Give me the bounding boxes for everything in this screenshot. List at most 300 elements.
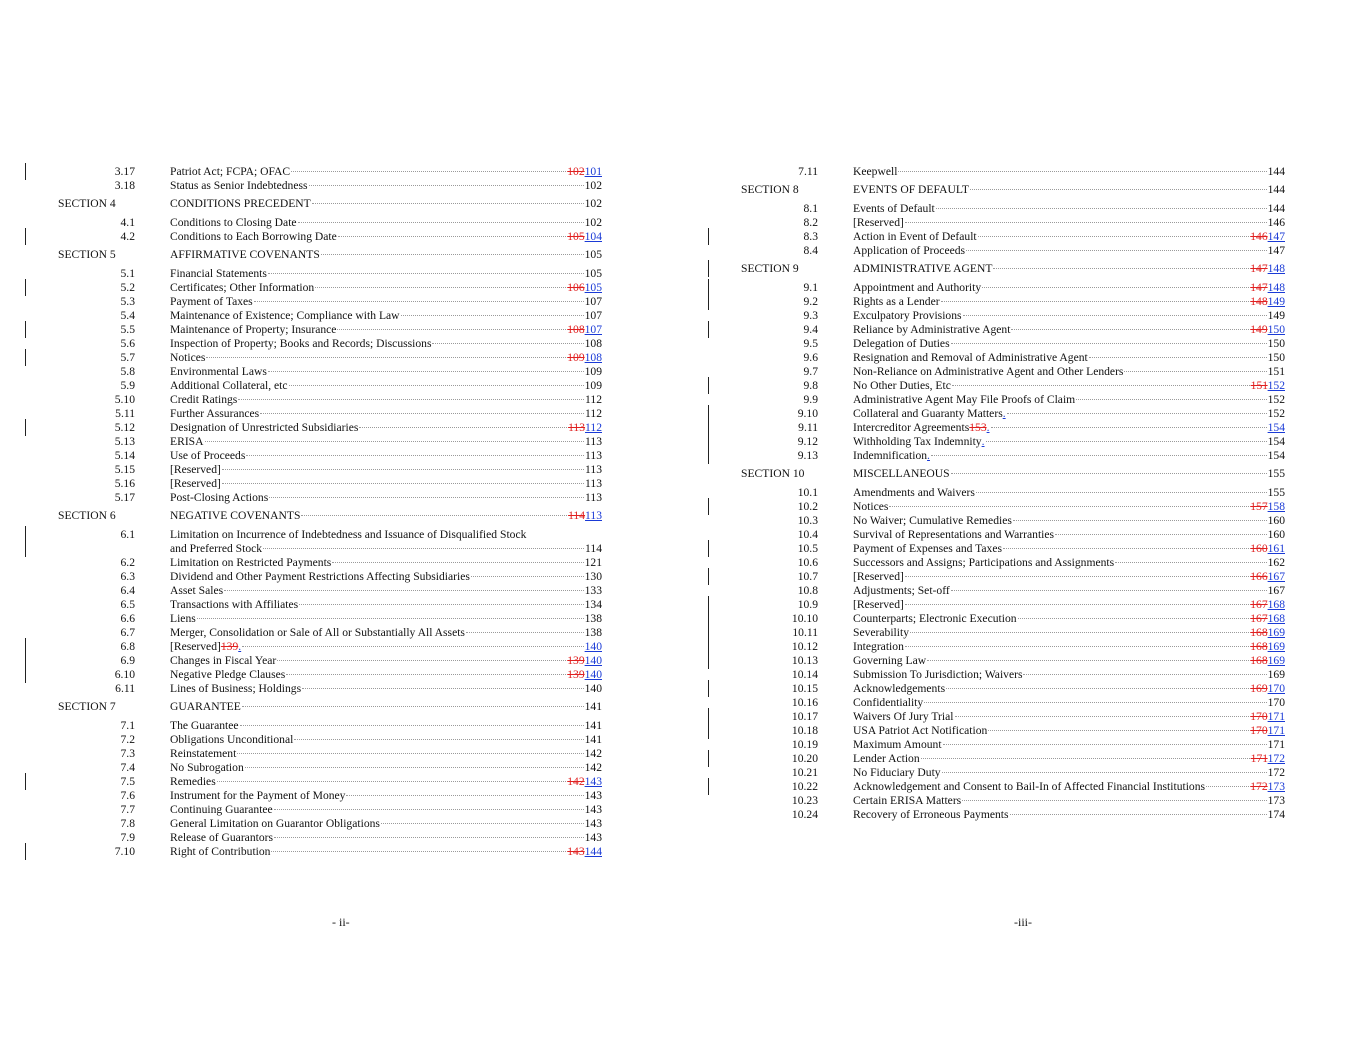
inserted-page-number[interactable]: 167 (1267, 570, 1285, 583)
toc-page-number[interactable] (585, 491, 602, 505)
toc-entry-row[interactable] (22, 267, 607, 281)
toc-page-number[interactable] (585, 682, 602, 696)
toc-page-number[interactable] (585, 789, 602, 803)
toc-page-number[interactable] (585, 747, 602, 761)
toc-entry-title[interactable]: NEGATIVE COVENANTS (170, 509, 301, 522)
toc-entry-row[interactable] (22, 570, 607, 584)
toc-page-number[interactable] (585, 179, 602, 193)
toc-page-number[interactable] (568, 421, 602, 435)
toc-entry-title[interactable]: Additional Collateral, etc (170, 379, 288, 392)
toc-page-number[interactable] (568, 509, 602, 523)
toc-entry-title[interactable]: CONDITIONS PRECEDENT (170, 197, 311, 210)
toc-entry-row[interactable] (705, 309, 1290, 323)
inserted-page-number[interactable]: 107 (584, 323, 602, 336)
toc-entry-row[interactable] (22, 216, 607, 230)
toc-entry-row[interactable] (705, 216, 1290, 230)
toc-page-number[interactable] (567, 323, 602, 337)
toc-page-number[interactable] (585, 640, 602, 654)
toc-entry-row[interactable] (705, 230, 1290, 244)
toc-entry-row[interactable] (22, 556, 607, 570)
toc-entry-title[interactable]: Financial Statements (170, 267, 267, 280)
toc-entry-row[interactable] (705, 738, 1290, 752)
toc-entry-row[interactable] (22, 719, 607, 733)
inserted-page-number[interactable]: 154 (1267, 421, 1285, 434)
toc-entry-row[interactable] (22, 323, 607, 337)
toc-entry-title[interactable]: ERISA (170, 435, 204, 448)
toc-entry-row[interactable] (22, 449, 607, 463)
toc-entry-title[interactable]: Adjustments; Set-off (853, 584, 950, 597)
toc-entry-title[interactable]: Submission To Jurisdiction; Waivers (853, 668, 1023, 681)
toc-entry-title[interactable]: Amendments and Waivers (853, 486, 975, 499)
toc-page-number[interactable] (1268, 668, 1285, 682)
toc-entry-row[interactable] (22, 733, 607, 747)
toc-entry-row[interactable] (705, 710, 1290, 724)
toc-entry-title[interactable]: Limitation on Incurrence of Indebtedness and Issuance of Disqualified Stock (170, 528, 527, 541)
inserted-page-number[interactable]: 108 (584, 351, 602, 364)
inserted-page-number[interactable]: 143 (584, 775, 602, 788)
toc-entry-row[interactable] (705, 584, 1290, 598)
toc-entry-row[interactable] (22, 351, 607, 365)
toc-entry-row[interactable] (705, 165, 1290, 179)
toc-entry-row[interactable] (705, 570, 1290, 584)
toc-page-number[interactable] (1250, 612, 1285, 626)
toc-page-number[interactable] (585, 449, 602, 463)
toc-entry-title[interactable]: Successors and Assigns; Participations and Assignments (853, 556, 1115, 569)
toc-entry-row[interactable] (22, 817, 607, 831)
toc-entry-row[interactable] (22, 598, 607, 612)
toc-entry-title[interactable]: Credit Ratings (170, 393, 238, 406)
toc-page-number[interactable] (585, 379, 602, 393)
toc-entry-row[interactable] (22, 845, 607, 859)
toc-section-row[interactable] (705, 467, 1290, 481)
toc-entry-row[interactable] (22, 230, 607, 244)
toc-entry-title[interactable]: Indemnification (853, 449, 928, 462)
toc-entry-row[interactable] (705, 323, 1290, 337)
toc-page-number[interactable] (1250, 598, 1285, 612)
toc-entry-title[interactable]: Transactions with Affiliates (170, 598, 299, 611)
toc-entry-row[interactable] (22, 789, 607, 803)
toc-page-number[interactable] (1268, 309, 1285, 323)
inserted-page-number[interactable]: 150 (1267, 323, 1285, 336)
toc-page-number[interactable] (585, 216, 602, 230)
toc-entry-title[interactable]: Appointment and Authority (853, 281, 982, 294)
toc-entry-row[interactable] (22, 626, 607, 640)
toc-page-number[interactable] (1250, 262, 1285, 276)
toc-entry-row[interactable] (705, 668, 1290, 682)
toc-section-row[interactable] (22, 197, 607, 211)
toc-entry-row[interactable] (22, 421, 607, 435)
toc-entry-row[interactable] (705, 449, 1290, 463)
toc-entry-title[interactable]: Instrument for the Payment of Money (170, 789, 346, 802)
toc-page-number[interactable] (1250, 710, 1285, 724)
toc-page-number[interactable] (567, 230, 602, 244)
toc-entry-title[interactable]: Integration (853, 640, 904, 653)
toc-entry-title[interactable]: Merger, Consolidation or Sale of All or Substantially All Assets (170, 626, 465, 639)
toc-entry-row[interactable] (705, 794, 1290, 808)
toc-entry-title[interactable]: Counterparts; Electronic Execution (853, 612, 1017, 625)
toc-page-number[interactable] (567, 845, 602, 859)
toc-page-number[interactable] (1250, 626, 1285, 640)
toc-entry-row[interactable] (22, 640, 607, 654)
toc-page-number[interactable] (585, 733, 602, 747)
toc-entry-title[interactable]: No Waiver; Cumulative Remedies (853, 514, 1012, 527)
toc-entry-title[interactable]: Acknowledgement and Consent to Bail-In of Affected Financial Institutions (853, 780, 1206, 793)
toc-entry-title[interactable]: Survival of Representations and Warranties (853, 528, 1055, 541)
toc-entry-row[interactable] (22, 654, 607, 668)
toc-page-number[interactable] (585, 584, 602, 598)
inserted-page-number[interactable]: 169 (1267, 640, 1285, 653)
toc-page-number[interactable] (1250, 654, 1285, 668)
toc-entry-row[interactable] (22, 528, 607, 542)
toc-entry-row[interactable] (705, 612, 1290, 626)
toc-entry-title[interactable]: Release of Guarantors (170, 831, 274, 844)
toc-entry-title[interactable]: Changes in Fiscal Year (170, 654, 277, 667)
toc-page-number[interactable] (585, 407, 602, 421)
toc-page-number[interactable] (1251, 752, 1285, 766)
toc-entry-row[interactable] (22, 407, 607, 421)
toc-entry-title[interactable]: EVENTS OF DEFAULT (853, 183, 969, 196)
toc-page-number[interactable] (585, 570, 602, 584)
toc-entry-row[interactable] (705, 202, 1290, 216)
toc-page-number[interactable] (1268, 393, 1285, 407)
toc-page-number[interactable] (1250, 500, 1285, 514)
toc-entry-title[interactable]: [Reserved] (853, 570, 904, 583)
toc-entry-title[interactable]: Exculpatory Provisions (853, 309, 962, 322)
toc-entry-row[interactable] (22, 761, 607, 775)
inserted-page-number[interactable]: 140 (584, 640, 602, 653)
toc-entry-title[interactable]: USA Patriot Act Notification (853, 724, 988, 737)
toc-page-number[interactable] (567, 281, 602, 295)
toc-entry-title[interactable]: Delegation of Duties (853, 337, 950, 350)
toc-entry-row[interactable] (22, 165, 607, 179)
inserted-page-number[interactable]: 101 (584, 165, 602, 178)
toc-entry-title[interactable]: General Limitation on Guarantor Obligations (170, 817, 380, 830)
toc-page-number[interactable] (567, 668, 602, 682)
toc-entry-title[interactable]: Lines of Business; Holdings (170, 682, 302, 695)
toc-entry-title[interactable]: Right of Contribution (170, 845, 271, 858)
toc-entry-title[interactable]: Lender Action (853, 752, 920, 765)
toc-entry-row[interactable] (22, 295, 607, 309)
toc-entry-row[interactable] (22, 379, 607, 393)
toc-section-row[interactable] (705, 262, 1290, 276)
toc-page-number[interactable] (585, 612, 602, 626)
toc-entry-title[interactable]: Conditions to Closing Date (170, 216, 297, 229)
toc-entry-row[interactable] (22, 463, 607, 477)
toc-entry-title[interactable]: Collateral and Guaranty Matters (853, 407, 1003, 420)
toc-entry-row[interactable] (705, 626, 1290, 640)
toc-entry-title[interactable]: Further Assurances (170, 407, 260, 420)
toc-entry-title[interactable]: Rights as a Lender (853, 295, 940, 308)
toc-page-number[interactable] (585, 295, 602, 309)
toc-page-number[interactable] (585, 556, 602, 570)
toc-entry-row[interactable] (22, 775, 607, 789)
toc-page-number[interactable] (585, 267, 602, 281)
toc-entry-title[interactable]: Severability (853, 626, 910, 639)
toc-entry-title[interactable]: Status as Senior Indebtedness (170, 179, 308, 192)
toc-page-number[interactable] (585, 598, 602, 612)
toc-entry-row[interactable] (705, 780, 1290, 794)
toc-entry-title[interactable]: Notices (853, 500, 889, 513)
inserted-page-number[interactable]: 169 (1267, 626, 1285, 639)
toc-entry-title[interactable]: Action in Event of Default (853, 230, 977, 243)
toc-entry-title[interactable]: [Reserved] (170, 463, 221, 476)
toc-page-number[interactable] (585, 248, 602, 262)
toc-entry-row[interactable] (22, 435, 607, 449)
toc-page-number[interactable] (1250, 682, 1285, 696)
toc-entry-row[interactable] (705, 808, 1290, 822)
toc-entry-row[interactable] (705, 514, 1290, 528)
inserted-page-number[interactable]: 144 (584, 845, 602, 858)
toc-entry-row[interactable] (705, 407, 1290, 421)
toc-entry-title[interactable]: No Other Duties, Etc (853, 379, 951, 392)
toc-entry-title[interactable]: Non-Reliance on Administrative Agent and Other Lenders (853, 365, 1124, 378)
inserted-page-number[interactable]: 170 (1267, 682, 1285, 695)
inserted-page-number[interactable]: 113 (585, 509, 602, 522)
toc-page-number[interactable] (1268, 216, 1285, 230)
toc-entry-title[interactable]: Governing Law (853, 654, 927, 667)
toc-entry-title[interactable]: Asset Sales (170, 584, 224, 597)
toc-entry-title[interactable]: Conditions to Each Borrowing Date (170, 230, 337, 243)
inserted-page-number[interactable]: 149 (1267, 295, 1285, 308)
toc-page-number[interactable] (585, 197, 602, 211)
toc-entry-title[interactable]: Notices (170, 351, 206, 364)
toc-entry-title[interactable]: Certain ERISA Matters (853, 794, 962, 807)
toc-entry-row[interactable] (22, 803, 607, 817)
toc-page-number[interactable] (567, 775, 602, 789)
toc-entry-row[interactable] (22, 179, 607, 193)
inserted-page-number[interactable]: 104 (584, 230, 602, 243)
toc-entry-title[interactable]: Continuing Guarantee (170, 803, 273, 816)
toc-page-number[interactable] (1268, 556, 1285, 570)
toc-page-number[interactable] (567, 351, 602, 365)
toc-entry-title[interactable]: Maintenance of Existence; Compliance with Law (170, 309, 400, 322)
inserted-page-number[interactable]: 148 (1267, 262, 1285, 275)
toc-entry-row[interactable] (705, 724, 1290, 738)
toc-page-number[interactable] (1268, 696, 1285, 710)
toc-page-number[interactable] (1268, 365, 1285, 379)
toc-page-number[interactable] (1250, 570, 1285, 584)
inserted-page-number[interactable]: 140 (584, 668, 602, 681)
toc-page-number[interactable] (585, 337, 602, 351)
toc-page-number[interactable] (585, 477, 602, 491)
toc-entry-title[interactable]: Remedies (170, 775, 216, 788)
toc-entry-row[interactable] (22, 831, 607, 845)
inserted-page-number[interactable]: 147 (1267, 230, 1285, 243)
inserted-page-number[interactable]: 148 (1267, 281, 1285, 294)
toc-page-number[interactable] (1268, 514, 1285, 528)
toc-page-number[interactable] (1268, 421, 1285, 435)
toc-entry-title[interactable]: Use of Proceeds (170, 449, 246, 462)
toc-entry-row[interactable] (22, 542, 607, 556)
toc-entry-title[interactable]: No Fiduciary Duty (853, 766, 941, 779)
toc-page-number[interactable] (1268, 467, 1285, 481)
toc-entry-row[interactable] (705, 379, 1290, 393)
toc-entry-title[interactable]: Patriot Act; FCPA; OFAC (170, 165, 291, 178)
toc-page-number[interactable] (1268, 584, 1285, 598)
toc-entry-row[interactable] (705, 393, 1290, 407)
toc-entry-title[interactable]: Designation of Unrestricted Subsidiaries (170, 421, 359, 434)
toc-entry-title[interactable]: Events of Default (853, 202, 935, 215)
toc-entry-title[interactable]: No Subrogation (170, 761, 244, 774)
toc-entry-title[interactable]: AFFIRMATIVE COVENANTS (170, 248, 320, 261)
toc-entry-title[interactable]: ADMINISTRATIVE AGENT (853, 262, 993, 275)
toc-entry-title[interactable]: [Reserved] (853, 598, 904, 611)
inserted-page-number[interactable]: 169 (1267, 654, 1285, 667)
toc-entry-row[interactable] (22, 477, 607, 491)
toc-entry-row[interactable] (705, 682, 1290, 696)
toc-entry-row[interactable] (22, 491, 607, 505)
toc-entry-title[interactable]: Keepwell (853, 165, 898, 178)
toc-entry-row[interactable] (705, 654, 1290, 668)
toc-entry-title[interactable]: Reliance by Administrative Agent (853, 323, 1011, 336)
toc-page-number[interactable] (585, 761, 602, 775)
toc-page-number[interactable] (585, 393, 602, 407)
toc-page-number[interactable] (1268, 244, 1285, 258)
toc-entry-title[interactable]: Acknowledgements (853, 682, 946, 695)
inserted-page-number[interactable]: 173 (1267, 780, 1285, 793)
toc-page-number[interactable] (585, 831, 602, 845)
toc-page-number[interactable] (1268, 766, 1285, 780)
toc-entry-row[interactable] (705, 351, 1290, 365)
toc-entry-row[interactable] (705, 365, 1290, 379)
toc-page-number[interactable] (585, 309, 602, 323)
toc-entry-title[interactable]: Maintenance of Property; Insurance (170, 323, 337, 336)
toc-entry-row[interactable] (22, 365, 607, 379)
toc-section-row[interactable] (705, 183, 1290, 197)
toc-page-number[interactable] (585, 435, 602, 449)
toc-entry-row[interactable] (705, 528, 1290, 542)
toc-entry-row[interactable] (705, 281, 1290, 295)
toc-page-number[interactable] (1268, 528, 1285, 542)
toc-entry-row[interactable] (22, 584, 607, 598)
toc-entry-row[interactable] (705, 640, 1290, 654)
toc-page-number[interactable] (585, 463, 602, 477)
toc-entry-title[interactable]: Obligations Unconditional (170, 733, 294, 746)
inserted-page-number[interactable]: 140 (584, 654, 602, 667)
toc-page-number[interactable] (1268, 808, 1285, 822)
toc-entry-row[interactable] (22, 682, 607, 696)
toc-entry-row[interactable] (705, 598, 1290, 612)
toc-entry-row[interactable] (705, 766, 1290, 780)
toc-entry-title[interactable]: [Reserved] (170, 640, 221, 653)
toc-entry-title[interactable]: Certificates; Other Information (170, 281, 315, 294)
toc-section-row[interactable] (22, 700, 607, 714)
toc-entry-row[interactable] (705, 435, 1290, 449)
toc-entry-row[interactable] (22, 668, 607, 682)
toc-entry-title[interactable]: Payment of Expenses and Taxes (853, 542, 1003, 555)
toc-section-row[interactable] (22, 248, 607, 262)
inserted-page-number[interactable]: 161 (1267, 542, 1285, 555)
toc-page-number[interactable] (1268, 486, 1285, 500)
toc-entry-title[interactable]: Negative Pledge Clauses (170, 668, 286, 681)
toc-entry-title[interactable]: Payment of Taxes (170, 295, 253, 308)
toc-entry-title[interactable]: Maximum Amount (853, 738, 942, 751)
toc-entry-title[interactable]: Dividend and Other Payment Restrictions Affecting Subsidiaries (170, 570, 470, 583)
toc-entry-row[interactable] (705, 556, 1290, 570)
toc-entry-title[interactable]: Waivers Of Jury Trial (853, 710, 954, 723)
toc-entry-title[interactable]: Administrative Agent May File Proofs of Claim (853, 393, 1076, 406)
toc-page-number[interactable] (567, 165, 602, 179)
toc-page-number[interactable] (1268, 183, 1285, 197)
toc-page-number[interactable] (1268, 407, 1285, 421)
toc-entry-row[interactable] (705, 421, 1290, 435)
toc-entry-title[interactable]: Recovery of Erroneous Payments (853, 808, 1009, 821)
toc-page-number[interactable] (567, 654, 602, 668)
toc-entry-row[interactable] (705, 696, 1290, 710)
toc-entry-row[interactable] (705, 752, 1290, 766)
inserted-page-number[interactable]: 168 (1267, 612, 1285, 625)
toc-page-number[interactable] (1250, 640, 1285, 654)
toc-entry-row[interactable] (22, 747, 607, 761)
toc-page-number[interactable] (585, 817, 602, 831)
toc-page-number[interactable] (1250, 724, 1285, 738)
inserted-page-number[interactable]: 171 (1267, 724, 1285, 737)
toc-page-number[interactable] (1250, 323, 1285, 337)
toc-page-number[interactable] (1268, 435, 1285, 449)
inserted-page-number[interactable]: 168 (1267, 598, 1285, 611)
toc-page-number[interactable] (585, 719, 602, 733)
toc-page-number[interactable] (1268, 449, 1285, 463)
inserted-page-number[interactable]: 152 (1267, 379, 1285, 392)
toc-entry-title[interactable]: Limitation on Restricted Payments (170, 556, 332, 569)
toc-entry-title[interactable]: [Reserved] (853, 216, 904, 229)
toc-entry-row[interactable] (705, 486, 1290, 500)
toc-entry-row[interactable] (705, 337, 1290, 351)
toc-entry-title[interactable]: [Reserved] (170, 477, 221, 490)
toc-entry-title[interactable]: Liens (170, 612, 196, 625)
toc-entry-title[interactable]: Intercreditor Agreements (853, 421, 970, 434)
toc-entry-title[interactable]: and Preferred Stock (170, 542, 263, 555)
toc-entry-row[interactable] (22, 337, 607, 351)
toc-entry-title[interactable]: Application of Proceeds (853, 244, 966, 257)
toc-entry-title[interactable]: Reinstatement (170, 747, 237, 760)
toc-page-number[interactable] (1268, 337, 1285, 351)
toc-entry-row[interactable] (22, 393, 607, 407)
toc-page-number[interactable] (1268, 738, 1285, 752)
toc-section-row[interactable] (22, 509, 607, 523)
toc-page-number[interactable] (585, 700, 602, 714)
inserted-page-number[interactable]: 112 (585, 421, 602, 434)
toc-entry-row[interactable] (22, 281, 607, 295)
toc-entry-title[interactable]: Withholding Tax Indemnity (853, 435, 982, 448)
toc-page-number[interactable] (585, 626, 602, 640)
toc-entry-title[interactable]: GUARANTEE (170, 700, 241, 713)
inserted-page-number[interactable]: 158 (1267, 500, 1285, 513)
toc-page-number[interactable] (1268, 351, 1285, 365)
toc-page-number[interactable] (1250, 780, 1285, 794)
toc-page-number[interactable] (585, 542, 602, 556)
toc-page-number[interactable] (1251, 379, 1285, 393)
toc-page-number[interactable] (585, 803, 602, 817)
inserted-page-number[interactable]: 171 (1267, 710, 1285, 723)
toc-entry-row[interactable] (705, 500, 1290, 514)
toc-entry-title[interactable]: Confidentiality (853, 696, 924, 709)
toc-entry-row[interactable] (22, 612, 607, 626)
toc-entry-row[interactable] (705, 244, 1290, 258)
inserted-page-number[interactable]: 105 (584, 281, 602, 294)
toc-page-number[interactable] (1250, 230, 1285, 244)
toc-page-number[interactable] (1250, 295, 1285, 309)
toc-entry-row[interactable] (705, 542, 1290, 556)
toc-page-number[interactable] (585, 365, 602, 379)
toc-page-number[interactable] (1268, 794, 1285, 808)
toc-entry-title[interactable]: Post-Closing Actions (170, 491, 269, 504)
inserted-page-number[interactable]: 172 (1267, 752, 1285, 765)
toc-entry-row[interactable] (705, 295, 1290, 309)
toc-page-number[interactable] (1250, 542, 1285, 556)
toc-entry-row[interactable] (22, 309, 607, 323)
toc-page-number[interactable] (1268, 165, 1285, 179)
